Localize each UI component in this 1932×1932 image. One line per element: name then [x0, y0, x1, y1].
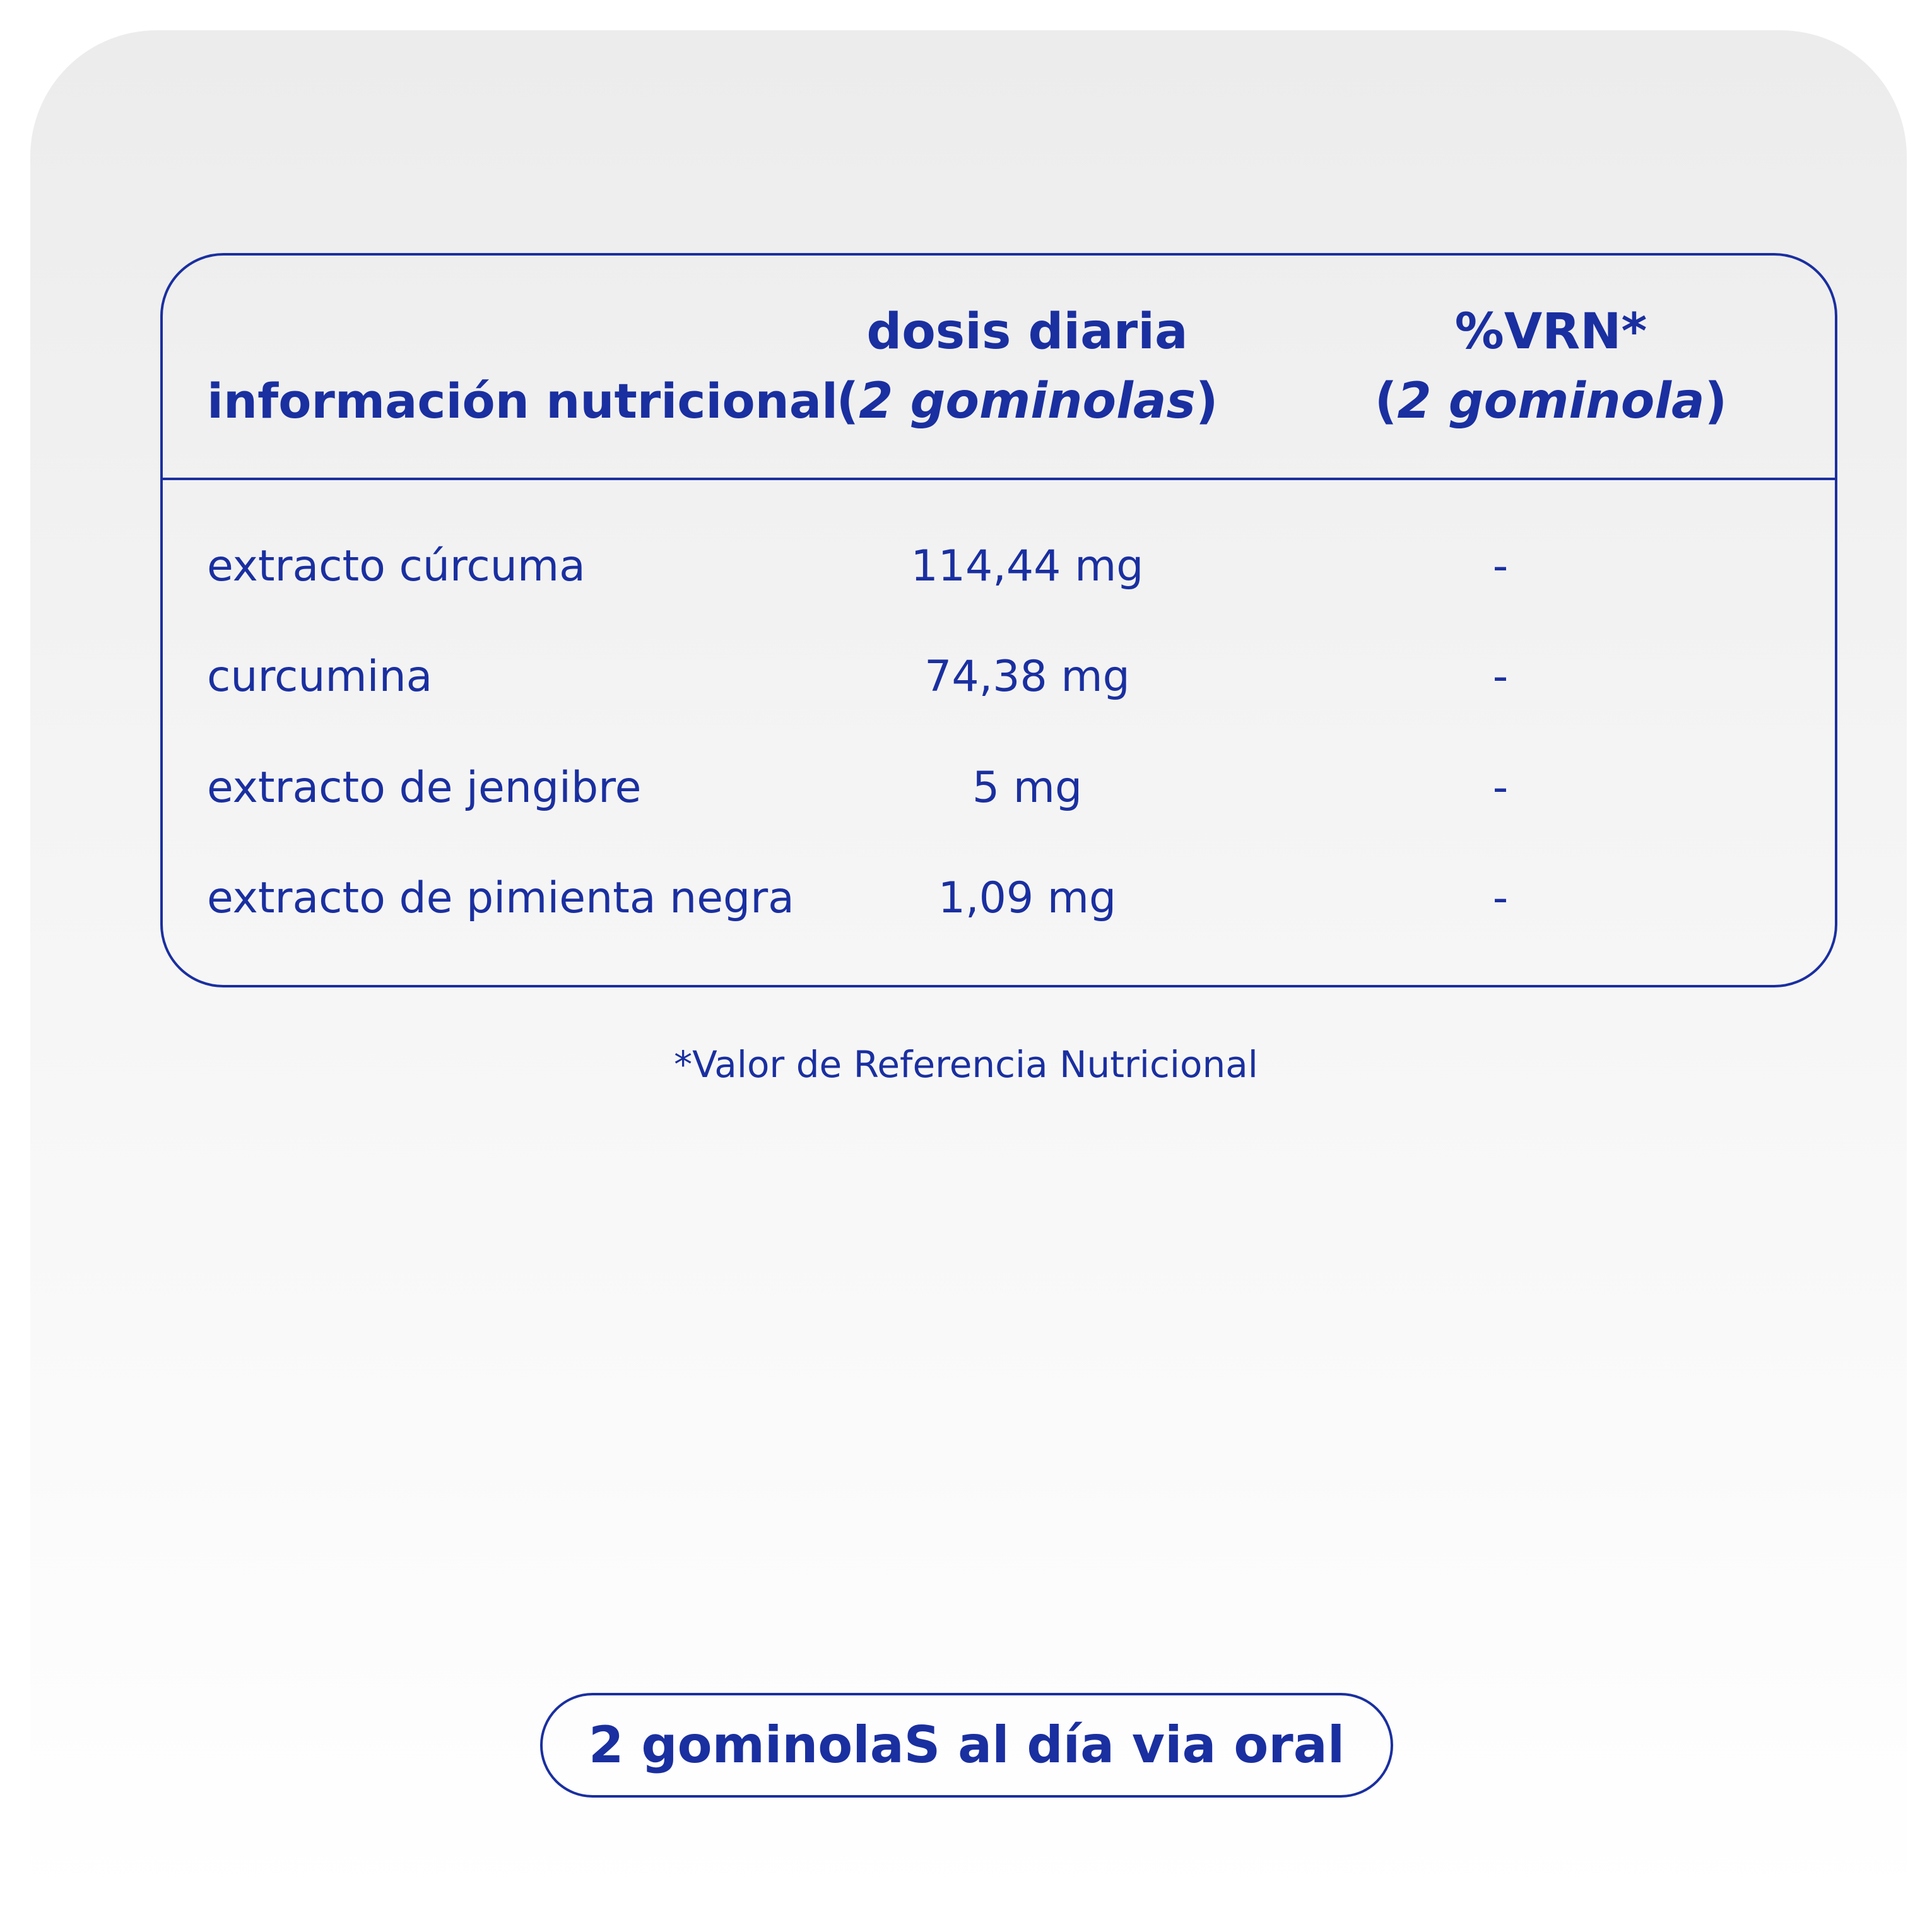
row-vrn-value: -	[1492, 763, 1509, 813]
table-row	[163, 867, 1835, 930]
header-vrn-quantity: 2 gominola	[1397, 373, 1705, 430]
row-nutrient-name: curcumina	[207, 652, 433, 702]
row-dose-value: 1,09 mg	[938, 873, 1117, 923]
paren-open: (	[1374, 373, 1398, 430]
row-dose-value: 74,38 mg	[924, 652, 1130, 702]
row-dose-value: 5 mg	[972, 763, 1083, 813]
row-nutrient-name: extracto de jengibre	[207, 763, 642, 813]
dosage-badge: 2 gominolaS al día via oral	[540, 1693, 1393, 1798]
background-card	[30, 30, 1907, 1902]
paren-open: (	[836, 373, 859, 430]
footnote: *Valor de Referencia Nutricional	[674, 1043, 1258, 1086]
row-dose-value: 114,44 mg	[910, 541, 1144, 591]
header-daily-dose	[819, 297, 1235, 436]
row-vrn-value: -	[1492, 873, 1509, 923]
row-vrn-value: -	[1492, 541, 1509, 591]
table-row	[163, 757, 1835, 820]
header-daily-dose-quantity: 2 gominolas	[859, 373, 1196, 430]
header-divider	[163, 478, 1835, 480]
header-nutrient: información nutricional	[207, 373, 839, 429]
header-daily-dose-subtitle	[819, 367, 1235, 436]
row-vrn-value: -	[1492, 652, 1509, 702]
nutrition-table	[160, 253, 1837, 987]
row-nutrient-name: extracto de pimienta negra	[207, 873, 794, 923]
paren-close: )	[1195, 373, 1218, 430]
table-row	[163, 535, 1835, 598]
header-daily-dose-title: dosis diaria	[866, 303, 1188, 360]
header-vrn-subtitle	[1362, 367, 1740, 436]
header-vrn-title: %VRN*	[1454, 303, 1647, 360]
row-nutrient-name: extracto cúrcuma	[207, 541, 586, 591]
header-vrn	[1362, 297, 1740, 436]
paren-close: )	[1704, 373, 1728, 430]
table-row	[163, 645, 1835, 709]
